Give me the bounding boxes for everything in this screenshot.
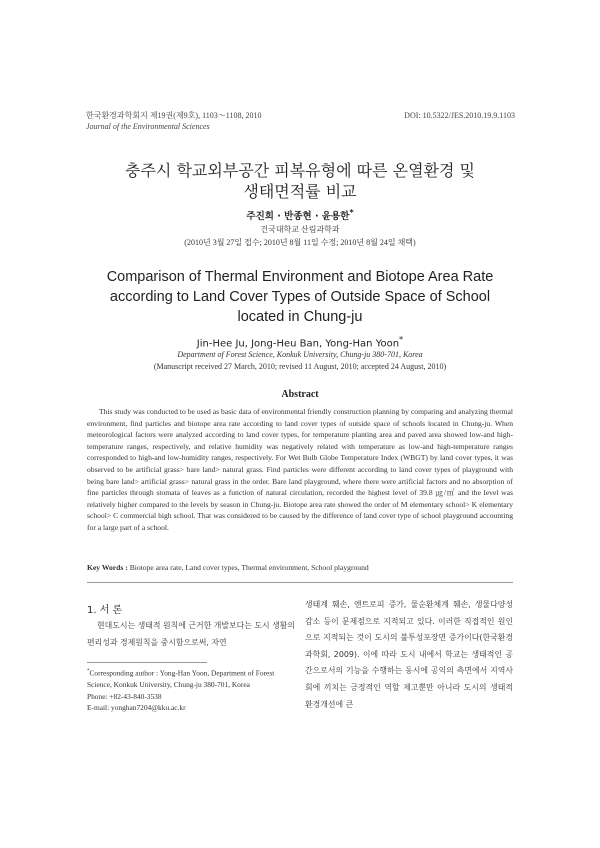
english-title (80, 267, 520, 327)
english-title-line2: according to Land Cover Types of Outside Space of School (109, 289, 491, 305)
footnote-email: E-mail: yonghan7204@kku.ac.kr (87, 703, 186, 713)
korean-title-line1: 충주시 학교외부공간 피복유형에 따른 온열환경 및 (124, 161, 475, 180)
doi: DOI: 10.5322/JES.2010.19.9.1103 (404, 111, 515, 120)
english-authors (0, 334, 600, 349)
english-title-line3: located in Chung-ju (237, 309, 363, 325)
english-affiliation: Department of Forest Science, Konkuk University, Chung-ju 380-701, Korea (177, 350, 423, 359)
section-divider (87, 582, 513, 583)
footnote-phone: Phone: +82-43-840-3538 (87, 691, 162, 701)
keywords-label: Key Words : (87, 563, 128, 572)
section-1-heading: 1. 서 론 (87, 605, 123, 616)
abstract-text: This study was conducted to be used as basic data of environmental friendly construction planning by comparing and analyzing thermal environment, find particles and biotope area rate according to land cover types of outside space of schools located in Chung-ju. When meteorological factors were analyzed according to land cover types, for temperature planting area and paved area showed low-and high-temperature ranges, respectively, and relative humidity was negatively related with temperature as low-and high-temperature ranges corresponded to high-and low-humidity ranges, respectively. For Wet Bulb Globe Temperature Index (WBGT) by land cover types, it was observed to be artificial grass> bare land> natural grass. Find particles were different according to land cover types of playground with being bare land> artificial grass> natural grass in the order. Bare land playground, where there were artificial factors and no absorption of fine particles through stomata of leaves as a function of natural circulation, recorded the highest level of 39.8 ㎍/㎥ and the level was relatively higher compared to the levels by season in Chung-ju. Biotope area rate showed the order of M elementary school> K elementary school> C commercial high school. That was considered to be caused by the difference of land cover type of school playground accounting for a large part of a school. (87, 407, 513, 532)
korean-authors (0, 208, 600, 222)
running-header-left (86, 110, 261, 132)
footnote-author-text: Corresponding author : Yong-Han Yoon, Department of Forest Science, Konkuk University, Chung-ju 380-701, Korea (87, 668, 275, 690)
journal-english-name: Journal of the Environmental Sciences (86, 122, 210, 131)
keywords-text: Biotope area rate, Land cover types, Thermal environment, School playground (129, 563, 369, 572)
english-received-dates: (Manuscript received 27 March, 2010; revised 11 August, 2010; accepted 24 August, 2010) (153, 362, 447, 371)
korean-title-line2: 생태면적률 비교 (243, 182, 357, 201)
keywords (87, 563, 513, 572)
corresponding-mark-en: * (399, 334, 404, 344)
intro-paragraph-left: 현대도시는 생태적 원칙에 근거한 개발보다는 도시 생활의 편리성과 경제원칙을 중시함으로써, 자연 (87, 621, 295, 647)
english-title-line1: Comparison of Thermal Environment and Biotope Area Rate (106, 269, 494, 285)
korean-title (0, 160, 600, 202)
english-authors-names: Jin-Hee Ju, Jong-Heu Ban, Yong-Han Yoon (196, 338, 400, 350)
intro-paragraph-right: 생태계 훼손, 엔트로피 증가, 물순환체계 훼손, 생물다양성 감소 등이 문제점으로 지적되고 있다. 이러한 직접적인 원인으로 지적되는 것이 도시의 불투성포장면 증가이다(한국환경과학회, 2009). 이에 따라 도시 내에서 학교는 생태적인 공간으로서의 기능을 수행하는 동시에 공익의 측면에서 지역사회에 끼치는 긍정적인 역할 제고뿐만 아니라 도시의 생태적 환경개선에 큰 (305, 600, 513, 709)
korean-authors-names: 주진희 · 반종현 · 윤용한 (246, 211, 350, 223)
corresponding-mark: * (349, 208, 354, 217)
footnote-divider (87, 662, 207, 663)
korean-affiliation: 건국대학교 산림과학과 (260, 225, 340, 234)
abstract-heading: Abstract (281, 389, 319, 400)
journal-korean-citation: 한국환경과학회지 제19권(제9호), 1103～1108, 2010 (86, 111, 262, 120)
footnote-mark: * (87, 669, 90, 674)
corresponding-author-footnote (87, 666, 295, 714)
footnote-author-line (87, 666, 295, 691)
korean-received-dates: (2010년 3월 27일 접수; 2010년 8월 11일 수정; 2010년 8월 24일 채택) (184, 238, 416, 247)
